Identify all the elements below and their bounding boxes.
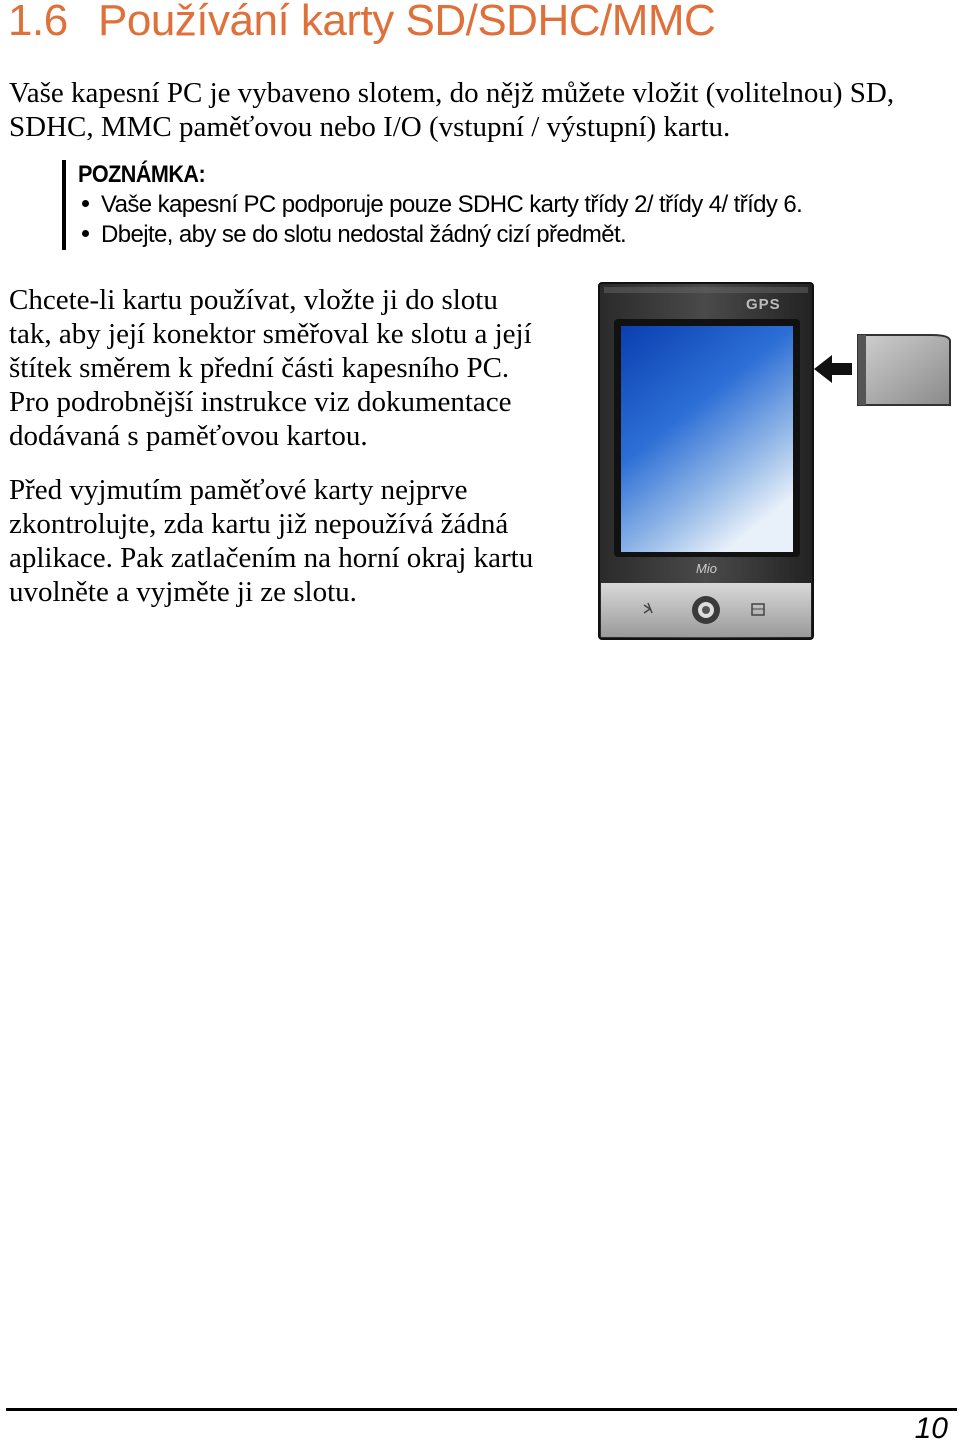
bullet-icon	[82, 200, 89, 207]
paragraph-line: Pro podrobnější instrukce viz dokumentace	[9, 386, 512, 418]
note-item	[78, 220, 802, 250]
section-number: 1.6	[8, 0, 68, 45]
paragraph-line: aplikace. Pak zatlačením na horní okraj kartu	[9, 542, 534, 574]
note-title: POZNÁMKA:	[78, 161, 206, 188]
page-number: 10	[914, 1412, 948, 1445]
intro-paragraph	[9, 76, 894, 144]
note-box	[62, 160, 802, 250]
section-title: Používání karty SD/SDHC/MMC	[98, 0, 716, 45]
insert-card-paragraph	[9, 283, 532, 453]
remove-card-paragraph	[9, 473, 533, 609]
paragraph-line: zkontrolujte, zda kartu již nepoužívá žádná	[9, 508, 509, 540]
intro-line: Vaše kapesní PC je vybaveno slotem, do nějž můžete vložit (volitelnou) SD,	[9, 77, 895, 109]
section-heading	[8, 0, 715, 46]
note-item-text: Dbejte, aby se do slotu nedostal žádný cizí předmět.	[101, 221, 627, 248]
card-insertion-illustration	[596, 281, 956, 641]
paragraph-line: uvolněte a vyjměte ji ze slotu.	[9, 576, 357, 608]
paragraph-line: dodávaná s paměťovou kartou.	[9, 420, 368, 452]
pda-device-icon	[599, 283, 813, 639]
note-item	[78, 190, 802, 220]
paragraph-line: Před vyjmutím paměťové karty nejprve	[9, 474, 468, 506]
paragraph-line: štítek směrem k přední části kapesního PC.	[9, 352, 510, 384]
paragraph-line: Chcete-li kartu používat, vložte ji do slotu	[9, 284, 498, 316]
note-item-text: Vaše kapesní PC podporuje pouze SDHC karty třídy 2/ třídy 4/ třídy 6.	[101, 191, 803, 218]
gps-badge: GPS	[746, 296, 781, 313]
brand-logo: Mio	[696, 561, 717, 576]
footer-rule	[6, 1408, 957, 1411]
intro-line: SDHC, MMC paměťovou nebo I/O (vstupní / výstupní) kartu.	[9, 111, 731, 143]
arrow-left-icon	[814, 355, 852, 383]
sd-card-icon	[858, 335, 950, 405]
paragraph-line: tak, aby její konektor směřoval ke slotu a její	[9, 318, 532, 350]
bullet-icon	[82, 230, 89, 237]
